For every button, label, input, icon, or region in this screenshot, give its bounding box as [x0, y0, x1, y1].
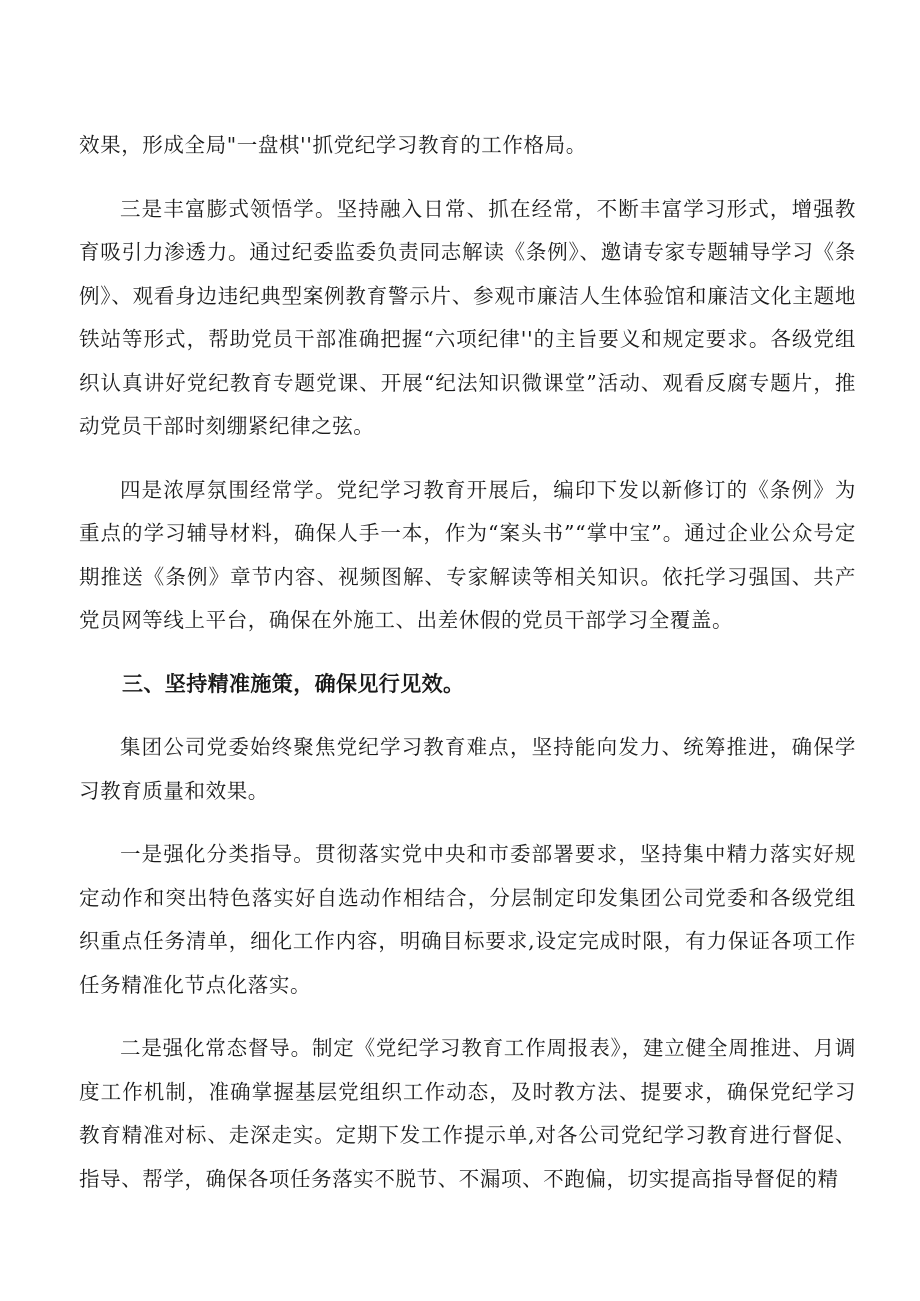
section-heading: 三、坚持精准施策，确保见行见效。: [122, 671, 465, 696]
section-intro-paragraph: 集团公司党委始终聚焦党纪学习教育难点，坚持能向发力、统筹推进，确保学习教育质量和效果。: [79, 735, 856, 803]
paragraph-continuation: 效果，形成全局"一盘棋''抓党纪学习教育的工作格局。: [79, 133, 587, 157]
document-body: [79, 124, 856, 1201]
paragraph-item-two: 二是强化常态督导。制定《党纪学习教育工作周报表》，建立健全周推进、月调度工作机制，准确掌握基层党组织工作动态，及时教方法、提要求，确保党纪学习教育精准对标、走深走实。定期下发工作提示单,对各公司党纪学习教育进行督促、指导、帮学，确保各项任务落实不脱节、不漏项、不跑偏，切实提高指导督促的精: [79, 1036, 856, 1191]
paragraph-item-four: 四是浓厚氛围经常学。党纪学习教育开展后，编印下发以新修订的《条例》为重点的学习辅导材料，确保人手一本，作为“案头书”“掌中宝”。通过企业公众号定期推送《条例》章节内容、视频图解、专家解读等相关知识。依托学习强国、共产党员网等线上平台，确保在外施工、出差休假的党员干部学习全覆盖。: [79, 477, 856, 632]
paragraph-item-three: 三是丰富膨式领悟学。坚持融入日常、抓在经常，不断丰富学习形式，增强教育吸引力渗透力。通过纪委监委负责同志解读《条例》、邀请专家专题辅导学习《条例》、观看身边违纪典型案例教育警示片、参观市廉洁人生体验馆和廉洁文化主题地铁站等形式，帮助党员干部准确把握“六项纪律''的主旨要义和规定要求。各级党组织认真讲好党纪教育专题党课、开展“纪法知识微课堂”活动、观看反腐专题片，推动党员干部时刻绷紧纪律之弦。: [79, 196, 856, 438]
paragraph-item-one: 一是强化分类指导。贯彻落实党中央和市委部署要求，坚持集中精力落实好规定动作和突出特色落实好自选动作相结合，分层制定印发集团公司党委和各级党组织重点任务清单，细化工作内容，明确目标要求,设定完成时限，有力保证各项工作任务精准化节点化落实。: [79, 842, 856, 997]
